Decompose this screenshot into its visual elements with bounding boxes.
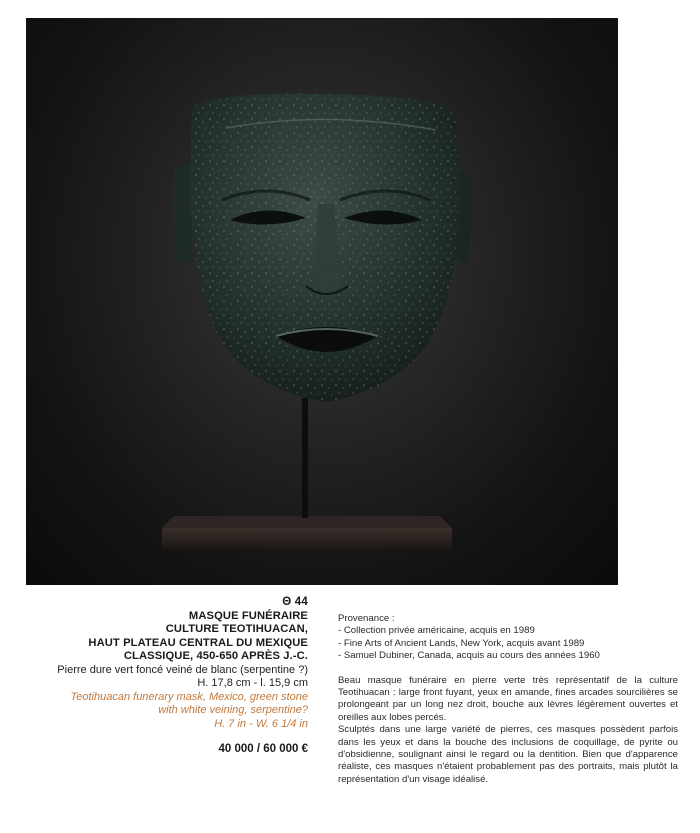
dimensions-inches: H. 7 in - W. 6 1/4 in <box>214 717 308 730</box>
lot-heading-line-1: MASQUE FUNÉRAIRE <box>188 609 308 622</box>
mask-illustration <box>26 18 618 585</box>
provenance-item: - Samuel Dubiner, Canada, acquis au cours des années 1960 <box>338 650 600 662</box>
lot-photograph <box>26 18 618 585</box>
lot-number: Θ 44 <box>282 596 308 608</box>
stand-base <box>162 516 452 550</box>
lot-notes <box>338 613 678 786</box>
english-title-line-1: Teotihuacan funerary mask, Mexico, green stone <box>70 690 308 703</box>
material-description: Pierre dure vert foncé veiné de blanc (serpentine ?) <box>57 663 308 676</box>
lot-details <box>30 596 308 757</box>
lot-heading-line-3: HAUT PLATEAU CENTRAL DU MEXIQUE <box>88 636 308 649</box>
funerary-mask <box>173 94 473 402</box>
provenance-item: - Collection privée américaine, acquis en 1989 <box>338 625 535 637</box>
lot-heading-line-4: CLASSIQUE, 450-650 APRÈS J.-C. <box>123 650 308 662</box>
stand-rod <box>302 398 308 518</box>
english-title-line-2: with white veining, serpentine? <box>158 704 308 716</box>
price-estimate: 40 000 / 60 000 € <box>218 743 308 755</box>
description-paragraph-2: Sculptés dans une large variété de pierres, ces masques possèdent parfois dans les yeux et dans la bouche des inclusions de coquillage, de pyrite ou d'obsidienne, soulignant ainsi le regard ou la dentition. Bien que d'apparence réaliste, ces masques n'étaient probablement pas des portraits, mais plutôt la représentation d'un visage idéalisé. <box>338 724 678 785</box>
lot-heading-line-2: CULTURE TEOTIHUACAN, <box>165 623 308 635</box>
description-paragraph-1: Beau masque funéraire en pierre verte très représentatif de la culture Teotihuacan : large front fuyant, yeux en amande, fines arcades sourcilières se prolongeant par un long nez droit, bouche aux lèvres légèrement ouvertes et oreilles aux lobes percés. <box>338 674 678 723</box>
provenance-title: Provenance : <box>338 613 395 624</box>
provenance-item: - Fine Arts of Ancient Lands, New York, acquis avant 1989 <box>338 637 585 649</box>
dimensions-cm: H. 17,8 cm - l. 15,9 cm <box>197 677 308 689</box>
